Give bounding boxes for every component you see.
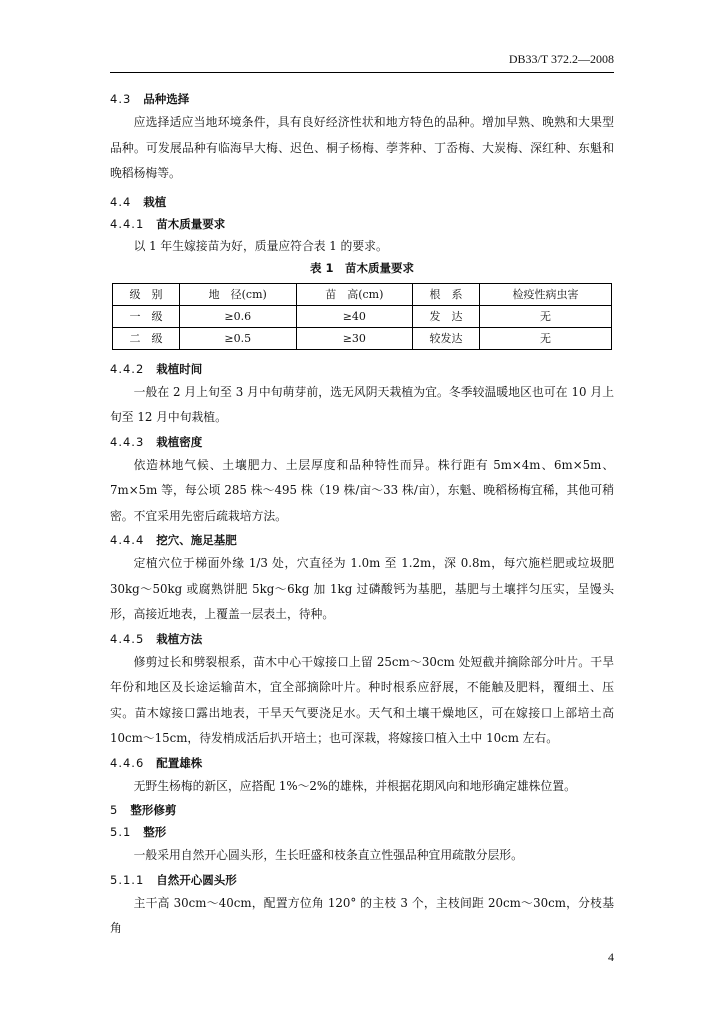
header-rule bbox=[110, 72, 614, 73]
section-title: 配置雄株 bbox=[156, 755, 203, 770]
section-number: 4.4.5 bbox=[110, 631, 145, 646]
table-cell: 一 级 bbox=[113, 305, 180, 327]
paragraph-4-4-3: 依造林地气候、土壤肥力、土层厚度和品种特性而异。株行距有 5m×4m、6m×5m、7m×5m 等，每公顷 285 株～495 株（19 株/亩～33 株/亩），东魁、晚稻杨梅宜稀，其他可稍密。不宜采用先密后疏栽培方法。 bbox=[110, 457, 614, 523]
section-title: 栽植方法 bbox=[156, 631, 203, 646]
heading-4-4-2 bbox=[110, 358, 614, 380]
section-number: 5 bbox=[110, 803, 119, 817]
table-cell: 无 bbox=[480, 327, 612, 349]
paragraph-4-4-1: 以 1 年生嫁接苗为好，质量应符合表 1 的要求。 bbox=[133, 238, 388, 253]
document-body bbox=[110, 88, 614, 942]
section-title: 整形修剪 bbox=[130, 803, 177, 817]
paragraph-4-4-2: 一般在 2 月上旬至 3 月中旬萌芽前，选无风阴天栽植为宜。冬季较温暖地区也可在 10 月上旬至 12 月中旬栽植。 bbox=[110, 384, 614, 424]
heading-4-4-1 bbox=[110, 213, 614, 235]
paragraph-4-4-5: 修剪过长和劈裂根系，苗木中心干嫁接口上留 25cm～30cm 处短截并摘除部分叶片。干旱年份和地区及长途运输苗木，宜全部摘除叶片。种时根系应舒展，不能触及肥料，覆细土、压实。苗木嫁接口露出地表，干旱天气要浇足水。天气和土壤干燥地区，可在嫁接口上部培土高 10cm～15cm，待发梢成活后扒开培土；也可深栽，将嫁接口植入土中 10cm 左右。 bbox=[110, 654, 614, 745]
paragraph-5-1: 一般采用自然开心圆头形，生长旺盛和枝条直立性强品种宜用疏散分层形。 bbox=[133, 848, 523, 862]
table-header-cell: 苗 高(cm) bbox=[296, 283, 413, 305]
paragraph-4-4-4: 定植穴位于梯面外缘 1/3 处，穴直径为 1.0m 至 1.2m，深 0.8m，每穴施栏肥或垃圾肥 30kg～50kg 或腐熟饼肥 5kg～6kg 加 1kg 过磷酸钙为基肥，基肥与土壤拌匀压实，呈馒头形，高接近地表，上覆盖一层表土，待种。 bbox=[110, 556, 614, 621]
section-number: 5.1 bbox=[110, 825, 132, 839]
heading-4-4-6 bbox=[110, 752, 614, 774]
section-number: 4.4.1 bbox=[110, 216, 145, 231]
section-title: 品种选择 bbox=[143, 92, 190, 106]
heading-5 bbox=[110, 799, 614, 821]
table-header-cell: 根 系 bbox=[413, 283, 480, 305]
section-number: 4.4 bbox=[110, 194, 132, 209]
table-cell: 较发达 bbox=[413, 327, 480, 349]
table-cell: 无 bbox=[480, 305, 612, 327]
table-header-cell: 检疫性病虫害 bbox=[480, 283, 612, 305]
table-cell: ≥0.6 bbox=[179, 305, 296, 327]
section-title: 整形 bbox=[143, 825, 167, 839]
paragraph-5-1-1: 主干高 30cm～40cm，配置方位角 120° 的主枝 3 个，主枝间距 20cm～30cm，分枝基角 bbox=[110, 895, 614, 935]
page-header bbox=[110, 52, 614, 67]
section-number: 4.4.3 bbox=[110, 434, 145, 449]
heading-4-4 bbox=[110, 191, 614, 213]
table-cell: 二 级 bbox=[113, 327, 180, 349]
table-row bbox=[113, 327, 612, 349]
heading-4-3 bbox=[110, 88, 614, 110]
table-caption: 表 1 苗木质量要求 bbox=[309, 260, 414, 275]
section-number: 4.4.6 bbox=[110, 755, 145, 770]
table-header-cell: 地 径(cm) bbox=[179, 283, 296, 305]
section-title: 栽植密度 bbox=[156, 434, 203, 449]
section-title: 挖穴、施足基肥 bbox=[156, 533, 237, 547]
page-number: 4 bbox=[608, 950, 614, 964]
table-header-row bbox=[113, 283, 612, 305]
table-cell: 发 达 bbox=[413, 305, 480, 327]
standard-code: DB33/T 372.2—2008 bbox=[508, 52, 614, 66]
section-number: 4.4.4 bbox=[110, 533, 145, 547]
heading-5-1-1 bbox=[110, 869, 614, 891]
section-title: 苗木质量要求 bbox=[156, 216, 226, 231]
section-number: 4.3 bbox=[110, 92, 132, 106]
section-number: 5.1.1 bbox=[110, 872, 145, 887]
heading-4-4-3 bbox=[110, 431, 614, 453]
table-header-cell: 级 别 bbox=[113, 283, 180, 305]
section-number: 4.4.2 bbox=[110, 361, 145, 376]
paragraph-4-3: 应选择适应当地环境条件，具有良好经济性状和地方特色的品种。增加早熟、晚熟和大果型品种。可发展品种有临海早大梅、迟色、桐子杨梅、荸荠种、丁岙梅、大炭梅、深红种、东魁和晚稻杨梅等。 bbox=[110, 115, 614, 180]
seedling-quality-table bbox=[112, 283, 612, 350]
heading-4-4-4 bbox=[110, 529, 614, 551]
table-row bbox=[113, 305, 612, 327]
table-cell: ≥0.5 bbox=[179, 327, 296, 349]
heading-5-1 bbox=[110, 821, 614, 843]
section-title: 自然开心圆头形 bbox=[156, 872, 237, 887]
table-cell: ≥30 bbox=[296, 327, 413, 349]
paragraph-4-4-6: 无野生杨梅的新区，应搭配 1%～2%的雄株，并根据花期风向和地形确定雄株位置。 bbox=[133, 778, 576, 793]
section-title: 栽植 bbox=[143, 194, 167, 209]
table-cell: ≥40 bbox=[296, 305, 413, 327]
section-title: 栽植时间 bbox=[156, 361, 203, 376]
heading-4-4-5 bbox=[110, 628, 614, 650]
